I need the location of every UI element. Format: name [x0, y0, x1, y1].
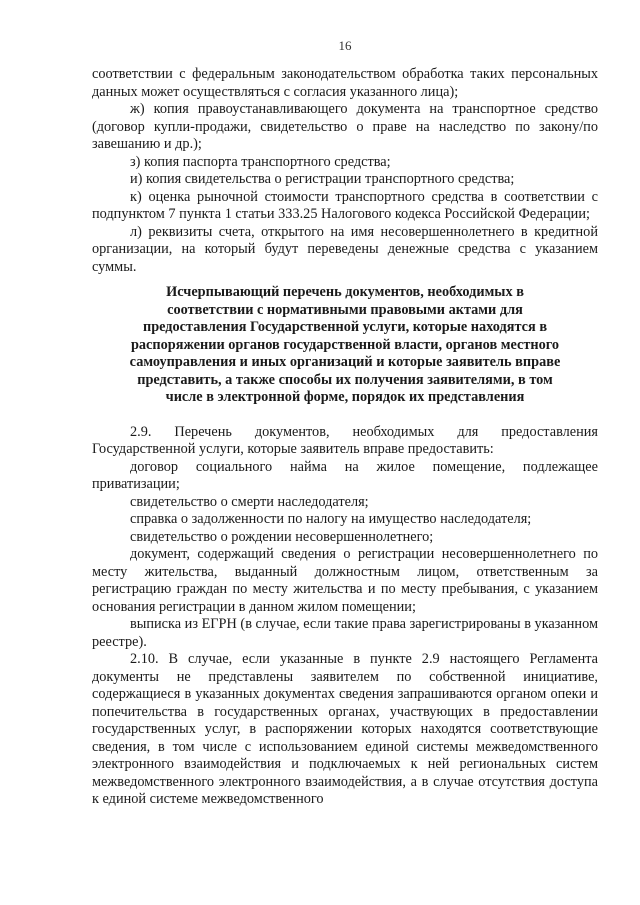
- paragraph-2-10: 2.10. В случае, если указанные в пункте 2.9 настоящего Регламента документы не представлены заявителем по собственной инициативе, содержащиеся в указанных документах сведения запрашиваются органом опеки и попечительства в государственных органах, участвующих в предоставлении государственных услуг, в распоряжении которых находятся соответствующие сведения, в том числе с использованием единой системы межведомственного электронного взаимодействия и подключаемых к ней региональных систем межведомственного электронного взаимодействия, а в случае отсутствия доступа к единой системе межведомственного: [92, 651, 598, 807]
- list-item: договор социального найма на жилое помещение, подлежащее приватизации;: [92, 458, 598, 492]
- list-item-k: к) оценка рыночной стоимости транспортного средства в соответствии с подпунктом 7 пункта 1 статьи 333.25 Налогового кодекса Российской Федерации;: [92, 188, 598, 222]
- list-item-zh: ж) копия правоустанавливающего документа на транспортное средство (договор купли-продажи, свидетельство о праве на наследство по закону/по завешанию и др.);: [92, 101, 598, 152]
- section-body: [92, 424, 598, 809]
- paragraph-2-9: 2.9. Перечень документов, необходимых для предоставления Государственной услуги, которые заявитель вправе предоставить:: [92, 423, 598, 457]
- list-item: документ, содержащий сведения о регистрации несовершеннолетнего по месту жительства, выданный должностным лицом, ответственным за регистрацию граждан по месту жительства и по месту пребывания, с указанием основания регистрации в данном жилом помещении;: [92, 546, 598, 615]
- list-item-z: з) копия паспорта транспортного средства;: [130, 153, 391, 170]
- list-item: свидетельство о рождении несовершеннолетнего;: [130, 528, 434, 545]
- list-section: [92, 66, 598, 276]
- list-item: справка о задолженности по налогу на имущество наследодателя;: [130, 511, 532, 527]
- list-item: свидетельство о смерти наследодателя;: [130, 493, 369, 510]
- list-item: выписка из ЕГРН (в случае, если такие права зарегистрированы в указанном реестре).: [92, 616, 598, 650]
- document-body: [92, 66, 598, 809]
- page-number: 16: [338, 38, 352, 53]
- list-item-l: л) реквизиты счета, открытого на имя несовершеннолетнего в кредитной организации, на который будут переведены денежные средства с указанием суммы.: [92, 223, 598, 275]
- section-heading: Исчерпывающий перечень документов, необходимых в соответствии с нормативными правовыми актами для предоставления Государственной услуги, которые находятся в распоряжении органов государственной власти, органов местного самоуправления и иных организаций и которые заявитель вправе представить, а также способы их получения заявителями, в том числе в электронной форме, порядок их представления: [129, 284, 561, 405]
- list-item-i: и) копия свидетельства о регистрации транспортного средства;: [130, 171, 515, 187]
- paragraph-continuation: соответствии с федеральным законодательством обработка таких персональных данных может осуществляться с согласия указанного лица);: [92, 66, 598, 100]
